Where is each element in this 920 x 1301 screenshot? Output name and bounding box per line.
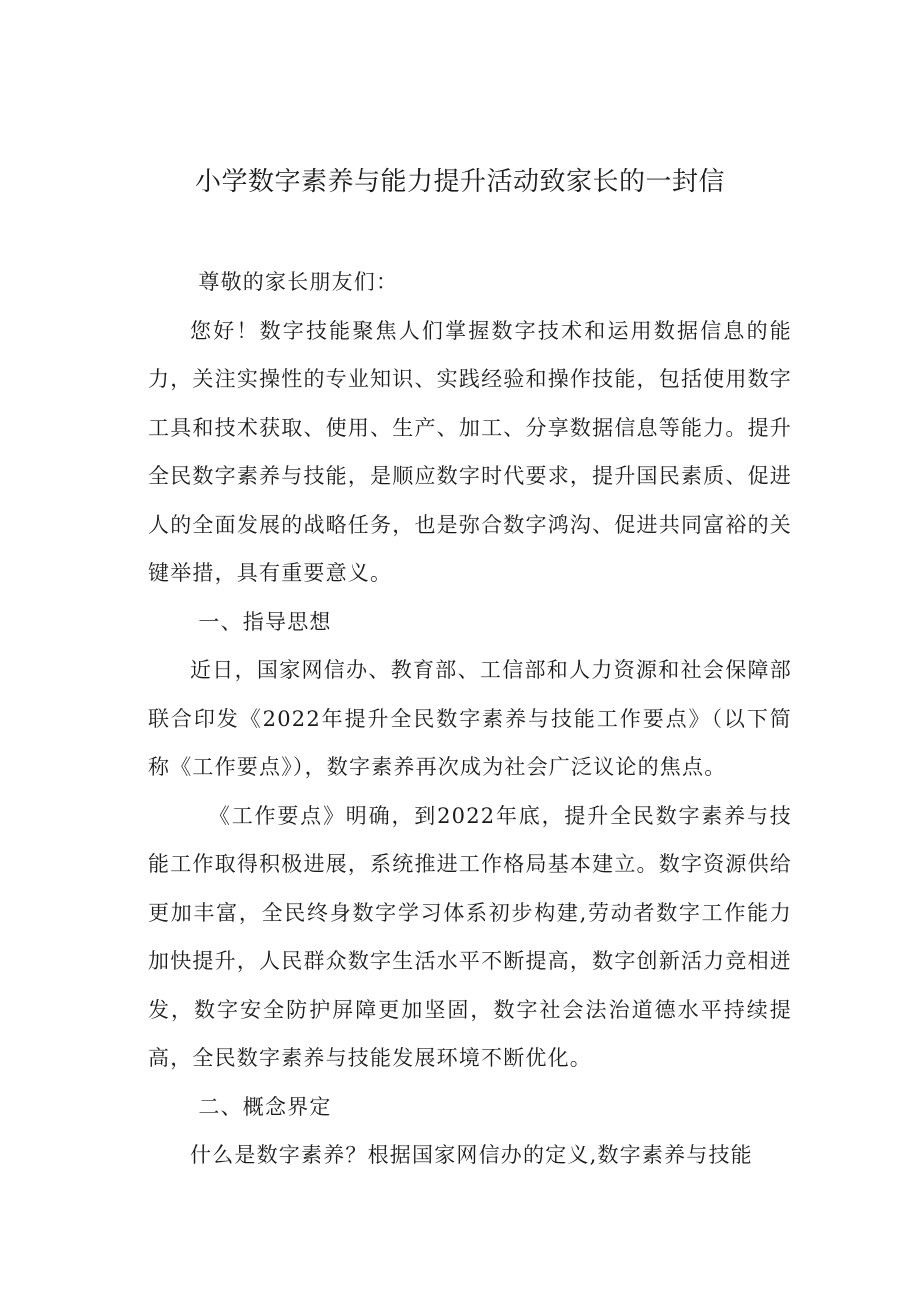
paragraph-intro: 您好！数字技能聚焦人们掌握数字技术和运用数据信息的能力，关注实操性的专业知识、实践经验和操作技能，包括使用数字工具和技术获取、使用、生产、加工、分享数据信息等能力。提升全民数字素养与技能，是顺应数字时代要求，提升国民素质、促进人的全面发展的战略任务，也是弥合数字鸿沟、促进共同富裕的关键举措，具有重要意义。 [148, 318, 792, 585]
paragraph-recent-notice: 近日，国家网信办、教育部、工信部和人力资源和社会保障部联合印发《2022年提升全民数字素养与技能工作要点》（以下简称《工作要点》），数字素养再次成为社会广泛议论的焦点。 [148, 658, 792, 779]
paragraph-what-is-digital-literacy: 什么是数字素养？根据国家网信办的定义,数字素养与技能 [190, 1143, 753, 1167]
document-title: 小学数字素养与能力提升活动致家长的一封信 [194, 167, 725, 197]
section-heading-concept-definition: 二、概念界定 [198, 1094, 332, 1119]
paragraph-work-points: 《工作要点》明确，到2022年底，提升全民数字素养与技能工作取得积极进展，系统推进工作格局基本建立。数字资源供给更加丰富，全民终身数字学习体系初步构建,劳动者数字工作能力加快提升，人民群众数字生活水平不断提高，数字创新活力竞相迸发，数字安全防护屏障更加坚固，数字社会法治道德水平持续提高，全民数字素养与技能发展环境不断优化。 [148, 803, 792, 1070]
document-body [148, 258, 792, 1180]
section-heading-guiding-ideology: 一、指导思想 [198, 609, 332, 634]
salutation: 尊敬的家长朋友们： [198, 270, 399, 294]
